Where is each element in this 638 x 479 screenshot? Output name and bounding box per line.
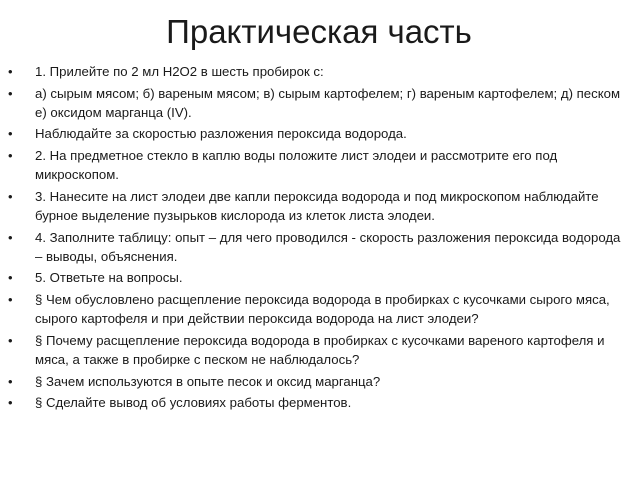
bullet-dot-icon: • <box>8 85 13 101</box>
bullet-text: 4. Заполните таблицу: опыт – для чего проводился - скорость разложения пероксида водорода – выводы, объяснения. <box>35 229 621 264</box>
bullet-item <box>0 290 638 328</box>
bullet-item <box>0 393 638 412</box>
bullet-dot-icon: • <box>8 270 13 286</box>
bullet-dot-icon: • <box>8 395 13 411</box>
bullet-item <box>0 187 638 225</box>
bullet-item <box>0 331 638 369</box>
bullet-list <box>0 62 638 415</box>
bullet-text: § Чем обусловлено расщепление пероксида водорода в пробирках с кусочками сырого мяса, сырого картофеля и при действии пероксида водорода на лист элодеи? <box>35 291 610 327</box>
bullet-dot-icon: • <box>8 332 13 348</box>
bullet-dot-icon: • <box>8 373 13 389</box>
bullet-item <box>0 268 638 287</box>
bullet-text: § Сделайте вывод об условиях работы ферментов. <box>35 395 352 411</box>
bullet-dot-icon: • <box>8 291 13 307</box>
bullet-text: а) сырым мясом; б) вареным мясом; в) сырым картофелем; г) вареным картофелем; д) песком е) оксидом марганца (IV). <box>35 85 621 120</box>
bullet-dot-icon: • <box>8 147 13 163</box>
bullet-dot-icon: • <box>8 126 13 142</box>
bullet-item <box>0 372 638 391</box>
bullet-item <box>0 146 638 184</box>
bullet-text: 3. Нанесите на лист элодеи две капли пероксида водорода и под микроскопом наблюдайте бурное выделение пузырьков кислорода из клеток листа элодеи. <box>35 188 599 223</box>
bullet-item <box>0 62 638 81</box>
bullet-text: § Почему расщепление пероксида водорода в пробирках с кусочками вареного картофеля и мяса, а также в пробирке с песком не наблюдалось? <box>35 332 605 367</box>
bullet-dot-icon: • <box>8 64 13 79</box>
slide-title: Практическая часть <box>166 13 472 50</box>
bullet-text: 1. Прилейте по 2 мл Н2О2 в шесть пробирок с: <box>35 64 324 79</box>
bullet-item <box>0 84 638 122</box>
bullet-dot-icon: • <box>8 229 13 245</box>
bullet-text: Наблюдайте за скоростью разложения пероксида водорода. <box>35 126 407 142</box>
bullet-text: 5. Ответьте на вопросы. <box>35 270 183 286</box>
bullet-dot-icon: • <box>8 188 13 204</box>
bullet-item <box>0 124 638 143</box>
bullet-item <box>0 228 638 266</box>
bullet-text: 2. На предметное стекло в каплю воды положите лист элодеи и рассмотрите его под микроскопом. <box>35 147 558 183</box>
bullet-text: § Зачем используются в опыте песок и оксид марганца? <box>35 373 381 389</box>
